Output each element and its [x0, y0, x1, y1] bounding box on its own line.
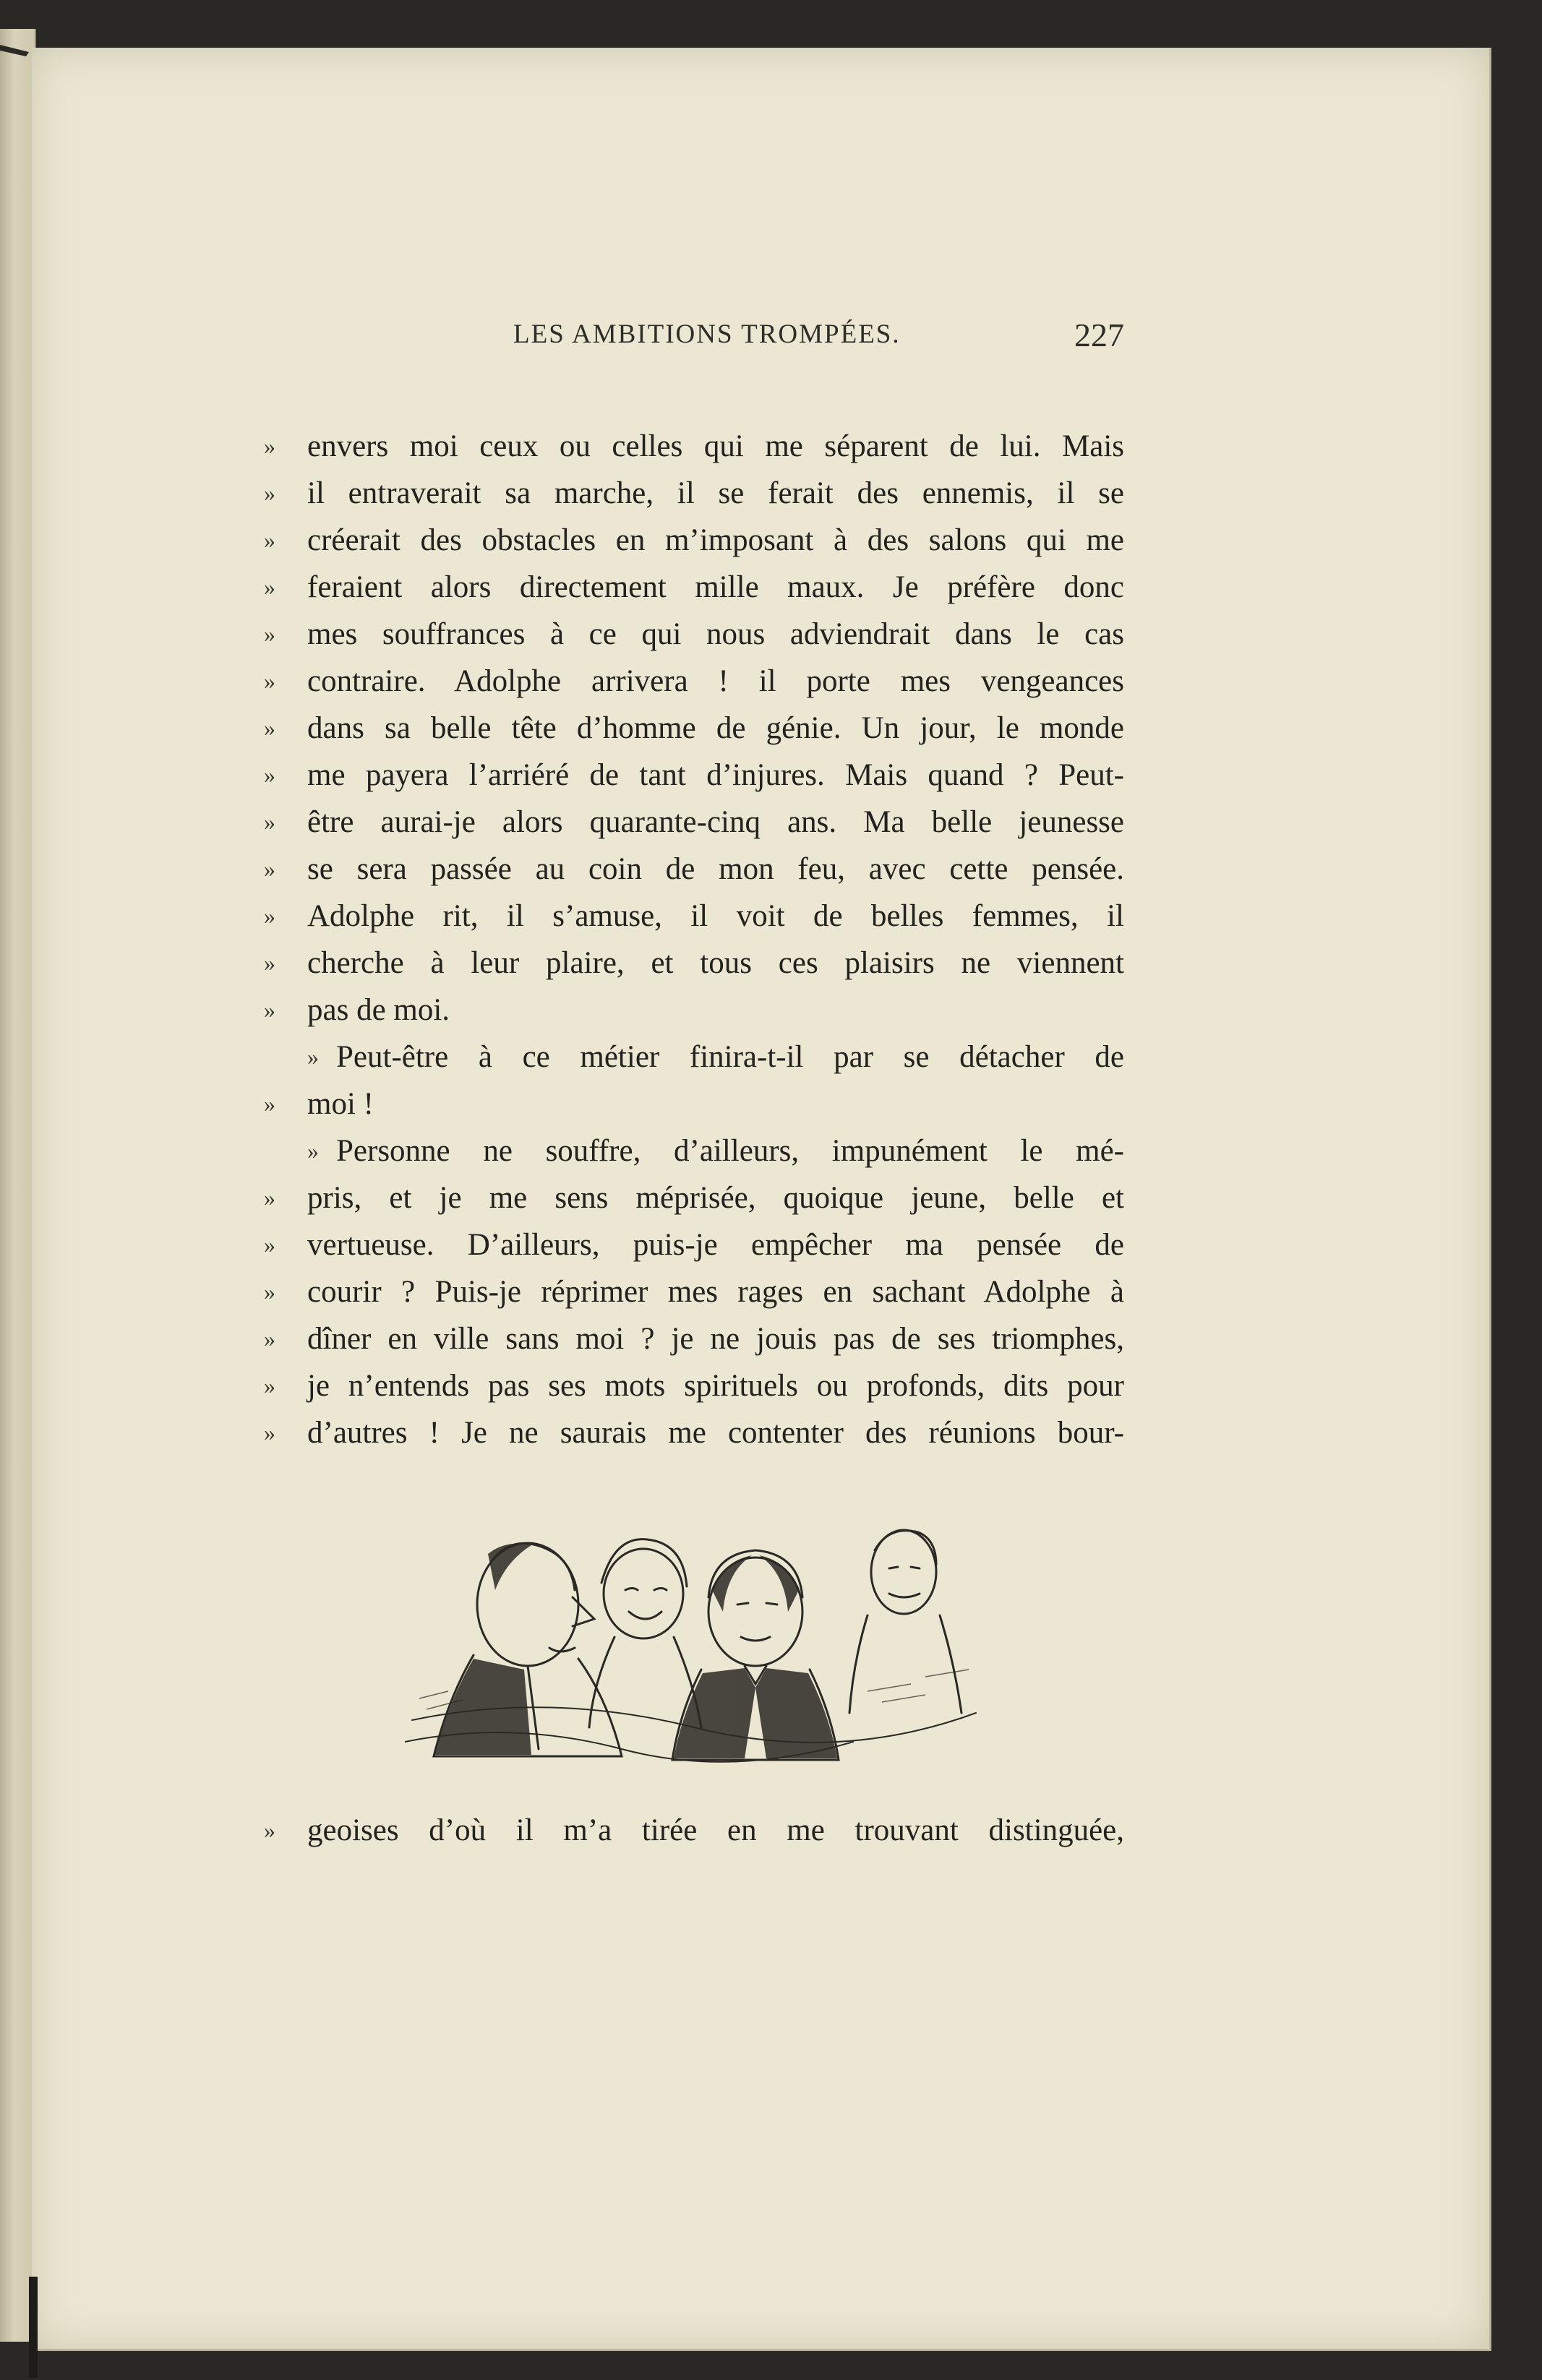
- text-line: » mes souffrances à ce qui nous adviendrait dans le cas: [264, 611, 1124, 658]
- quote-mark: »: [264, 1419, 275, 1445]
- binding-mark: [29, 2277, 38, 2378]
- paragraph-start-line: » Peut-être à ce métier finira-t-il par se détacher de: [264, 1034, 1124, 1081]
- quote-mark: »: [264, 1185, 275, 1211]
- quote-mark: »: [307, 1044, 319, 1070]
- quote-mark: »: [264, 903, 275, 929]
- quote-mark: »: [264, 1372, 275, 1399]
- text-line: » feraient alors directement mille maux. Je préfère donc: [264, 564, 1124, 611]
- text-line: » moi !: [264, 1081, 1124, 1127]
- quote-mark: »: [264, 527, 275, 553]
- quote-mark: »: [264, 715, 275, 741]
- text-line: » créerait des obstacles en m’imposant à des salons qui me: [264, 517, 1124, 564]
- text-line: » il entraverait sa marche, il se ferait des ennemis, il se: [264, 470, 1124, 517]
- text-line: » vertueuse. D’ailleurs, puis-je empêcher ma pensée de: [264, 1221, 1124, 1268]
- text-line: » me payera l’arriéré de tant d’injures. Mais quand ? Peut-: [264, 752, 1124, 799]
- text-line: » courir ? Puis-je réprimer mes rages en sachant Adolphe à: [264, 1268, 1124, 1315]
- paragraph-start-line: » Personne ne souffre, d’ailleurs, impunément le mé-: [264, 1127, 1124, 1174]
- engraving-four-figures: [405, 1511, 983, 1785]
- text-line: » pas de moi.: [264, 987, 1124, 1034]
- page-number: 227: [1074, 317, 1124, 353]
- text-line-after-illustration: » geoises d’où il m’a tirée en me trouvant distinguée,: [264, 1807, 1124, 1854]
- text-line: » d’autres ! Je ne saurais me contenter des réunions bour-: [264, 1409, 1124, 1456]
- quote-mark: »: [264, 621, 275, 647]
- text-line: » être aurai-je alors quarante-cinq ans. Ma belle jeunesse: [264, 799, 1124, 846]
- quote-mark: »: [264, 1326, 275, 1352]
- text-line: » envers moi ceux ou celles qui me séparent de lui. Mais: [264, 423, 1124, 470]
- page-corner-mark: [0, 36, 29, 65]
- quote-mark: »: [264, 1279, 275, 1305]
- quote-mark: »: [264, 762, 275, 788]
- running-head: [264, 313, 1124, 364]
- quote-mark: »: [264, 433, 275, 459]
- quote-mark: »: [264, 1232, 275, 1258]
- quote-mark: »: [307, 1138, 319, 1164]
- running-title: LES AMBITIONS TROMPÉES.: [513, 319, 901, 349]
- quote-mark: »: [264, 668, 275, 694]
- text-line: » je n’entends pas ses mots spirituels ou profonds, dits pour: [264, 1362, 1124, 1409]
- quote-mark: »: [264, 1091, 275, 1117]
- text-line: » cherche à leur plaire, et tous ces plaisirs ne viennent: [264, 940, 1124, 987]
- quote-mark: »: [264, 997, 275, 1023]
- text-line: » dans sa belle tête d’homme de génie. Un jour, le monde: [264, 705, 1124, 752]
- text-line: » dîner en ville sans moi ? je ne jouis pas de ses triomphes,: [264, 1315, 1124, 1362]
- text-line: » Adolphe rit, il s’amuse, il voit de belles femmes, il: [264, 893, 1124, 940]
- text-line: » pris, et je me sens méprisée, quoique jeune, belle et: [264, 1174, 1124, 1221]
- quote-mark: »: [264, 856, 275, 882]
- quote-mark: »: [264, 809, 275, 835]
- quote-mark: »: [264, 480, 275, 506]
- quote-mark: »: [264, 574, 275, 600]
- body-text: [264, 423, 1124, 1456]
- text-line: » se sera passée au coin de mon feu, avec cette pensée.: [264, 846, 1124, 893]
- quote-mark: »: [264, 1817, 275, 1843]
- quote-mark: »: [264, 950, 275, 976]
- book-spine-edge: [0, 29, 36, 2342]
- text-line: » contraire. Adolphe arrivera ! il porte mes vengeances: [264, 658, 1124, 705]
